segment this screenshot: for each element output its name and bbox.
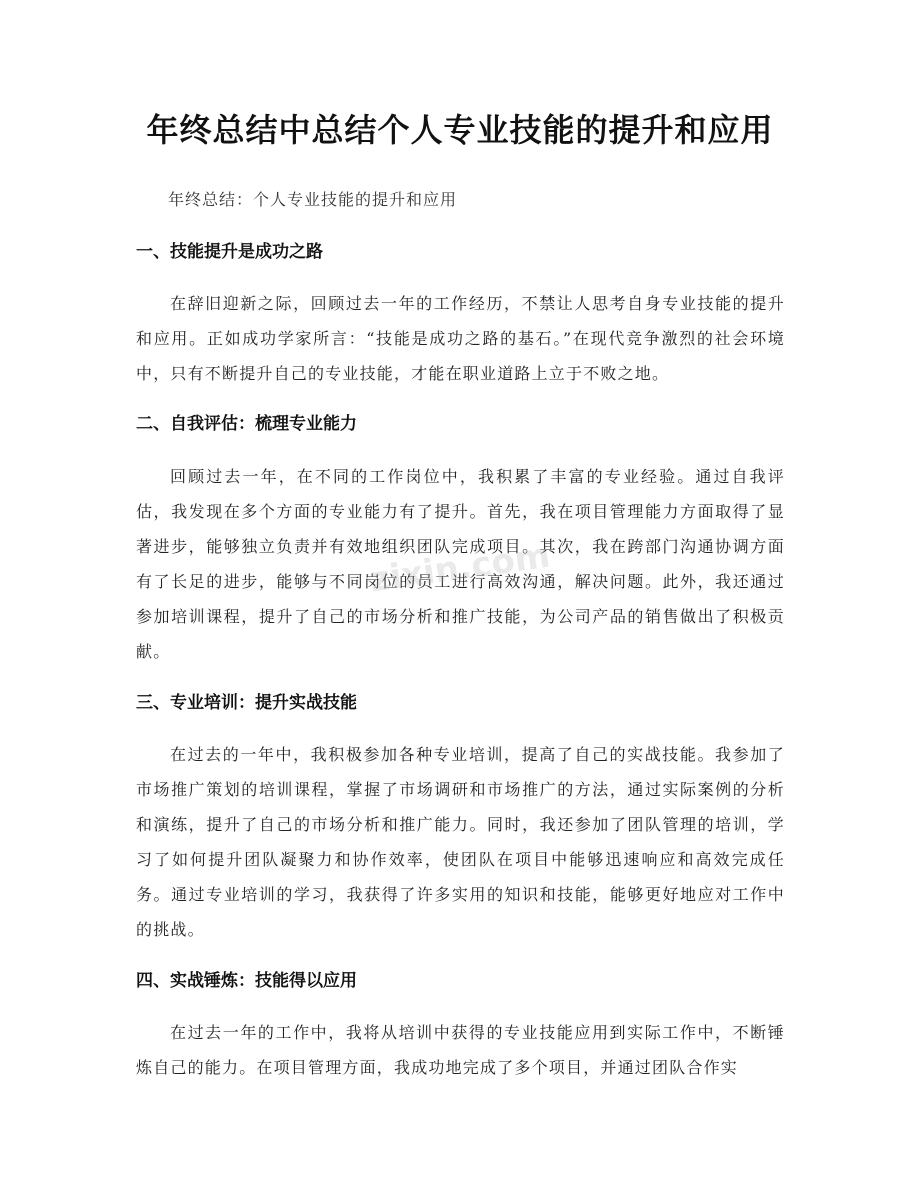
section-heading-1: 一、技能提升是成功之路 — [136, 242, 323, 262]
section-paragraph-2: 回顾过去一年，在不同的工作岗位中，我积累了丰富的专业经验。通过自我评估，我发现在多个方面的专业能力有了提升。首先，我在项目管理能力方面取得了显著进步，能够独立负责并有效地组织团队完成项目。其次，我在跨部门沟通协调方面有了长足的进步，能够与不同岗位的员工进行高效沟通，解决问题。此外，我还通过参加培训课程，提升了自己的市场分析和推广技能，为公司产品的销售做出了积极贡献。 — [136, 467, 785, 661]
section-paragraph-1: 在辞旧迎新之际，回顾过去一年的工作经历，不禁让人思考自身专业技能的提升和应用。正如成功学家所言：“技能是成功之路的基石。”在现代竞争激烈的社会环境中，只有不断提升自己的专业技能，才能在职业道路上立于不败之地。 — [136, 294, 785, 383]
section-heading-4: 四、实战锤炼：技能得以应用 — [136, 971, 357, 991]
section-paragraph-4: 在过去一年的工作中，我将从培训中获得的专业技能应用到实际工作中，不断锤炼自己的能力。在项目管理方面，我成功地完成了多个项目，并通过团队合作实 — [136, 1023, 785, 1077]
document-title: 年终总结中总结个人专业技能的提升和应用 — [146, 111, 774, 149]
section-paragraph-3: 在过去的一年中，我积极参加各种专业培训，提高了自己的实战技能。我参加了市场推广策划的培训课程，掌握了市场调研和市场推广的方法，通过实际案例的分析和演练，提升了自己的市场分析和推广能力。同时，我还参加了团队管理的培训，学习了如何提升团队凝聚力和协作效率，使团队在项目中能够迅速响应和高效完成任务。通过专业培训的学习，我获得了许多实用的知识和技能，能够更好地应对工作中的挑战。 — [136, 745, 785, 939]
section-heading-3: 三、专业培训：提升实战技能 — [136, 693, 357, 713]
section-heading-2: 二、自我评估：梳理专业能力 — [136, 414, 357, 434]
watermark: zixin.com — [367, 535, 553, 601]
document-subtitle: 年终总结：个人专业技能的提升和应用 — [168, 190, 458, 209]
